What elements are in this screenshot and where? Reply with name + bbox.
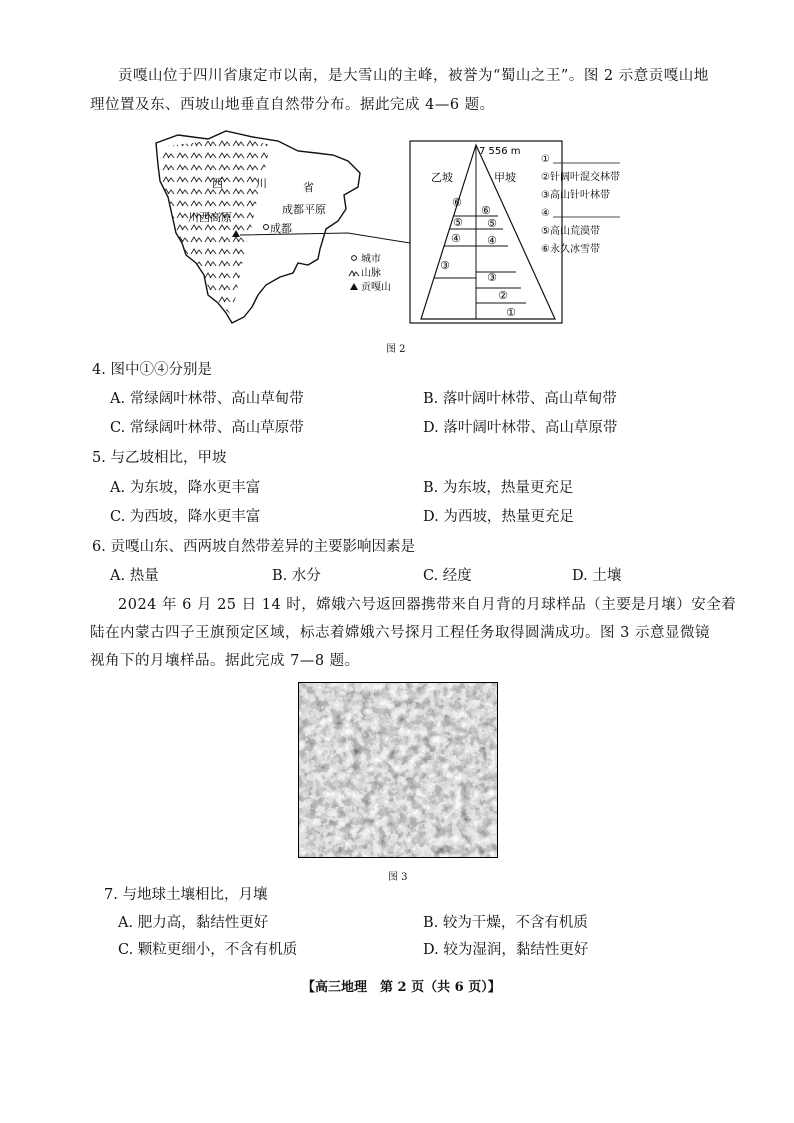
- east-zone-2: ②: [498, 289, 508, 302]
- figure-3-caption: 图 3: [388, 872, 408, 883]
- legend-mountain-icon: [349, 271, 359, 276]
- q4-option-a: A. 常绿阔叶林带、高山草甸带: [110, 391, 304, 407]
- q5-option-c: C. 为西坡，降水更丰富: [110, 509, 261, 525]
- west-zone-5: ⑤: [453, 216, 463, 229]
- map-label-sheng: 省: [303, 181, 314, 194]
- q6-option-c: C. 经度: [423, 568, 472, 584]
- lunar-soil-micrograph: [298, 682, 498, 858]
- map-label-xi: 西: [212, 177, 223, 190]
- east-zone-6: ⑥: [481, 204, 491, 217]
- q4-option-c: C. 常绿阔叶林带、高山草原带: [110, 420, 304, 436]
- q7-stem: 7. 与地球土壤相比，月壤: [104, 887, 268, 903]
- page-footer: 【高三地理 第 2 页（共 6 页）】: [302, 980, 501, 995]
- map-label-plateau: 川西高原: [188, 211, 232, 224]
- q7-option-b: B. 较为干燥，不含有机质: [423, 915, 588, 931]
- peak-height: 7 556 m: [479, 146, 521, 157]
- east-zone-4: ④: [487, 234, 497, 247]
- east-zone-1: ①: [506, 306, 516, 319]
- q4-option-b: B. 落叶阔叶林带、高山草甸带: [423, 391, 617, 407]
- zone-legend-5: ⑤高山荒漠带: [541, 226, 600, 237]
- q6-option-b: B. 水分: [272, 568, 321, 584]
- legend-peak-icon: [350, 283, 358, 290]
- q4-option-d: D. 落叶阔叶林带、高山草原带: [423, 420, 618, 436]
- west-zone-4: ④: [451, 232, 461, 245]
- figure-2: [148, 125, 620, 330]
- east-zone-3: ③: [487, 271, 497, 284]
- q6-option-a: A. 热量: [110, 568, 159, 584]
- east-slope-label: 甲坡: [494, 171, 516, 184]
- intro2-line-3: 视角下的月壤样品。据此完成 7—8 题。: [90, 653, 360, 669]
- figure-2-caption: 图 2: [386, 344, 406, 355]
- q5-stem: 5. 与乙坡相比，甲坡: [92, 450, 227, 466]
- west-slope-label: 乙坡: [431, 171, 453, 184]
- legend-city: 城市: [361, 254, 381, 265]
- east-zone-5: ⑤: [487, 217, 497, 230]
- west-zone-6: ⑥: [452, 196, 462, 209]
- q5-option-d: D. 为西坡，热量更充足: [423, 509, 574, 525]
- map-label-chuan: 川: [256, 177, 267, 190]
- legend-peak: 贡嘎山: [361, 282, 391, 293]
- map-label-city: 成都: [270, 222, 292, 235]
- q6-stem: 6. 贡嘎山东、西两坡自然带差异的主要影响因素是: [92, 539, 415, 555]
- intro2-line-2: 陆在内蒙古四子王旗预定区域，标志着嫦娥六号探月工程任务取得圆满成功。图 3 示意显微镜: [90, 625, 710, 641]
- zone-legend-4: ④: [541, 208, 550, 219]
- q5-option-b: B. 为东坡，热量更充足: [423, 480, 574, 496]
- intro-line-1: 贡嘎山位于四川省康定市以南，是大雪山的主峰，被誉为“蜀山之王”。图 2 示意贡嘎山地: [118, 68, 709, 84]
- zone-legend-1: ①: [541, 154, 550, 165]
- zone-legend-3: ③高山针叶林带: [541, 190, 610, 201]
- legend-mountain: 山脉: [361, 268, 381, 279]
- q7-option-d: D. 较为湿润，黏结性更好: [423, 942, 589, 958]
- west-zone-3: ③: [440, 259, 450, 272]
- intro2-line-1: 2024 年 6 月 25 日 14 时，嫦娥六号返回器携带来自月背的月球样品（主要是月壤）安全着: [118, 597, 737, 613]
- q4-stem: 4. 图中①④分别是: [92, 362, 212, 378]
- map-label-plain: 成都平原: [282, 203, 326, 216]
- intro-line-2: 理位置及东、西坡山地垂直自然带分布。据此完成 4—6 题。: [90, 97, 495, 113]
- zone-legend-2: ②针阔叶混交林带: [541, 172, 620, 183]
- legend-city-icon: [352, 256, 357, 261]
- q7-option-c: C. 颗粒更细小，不含有机质: [118, 942, 298, 958]
- zone-legend-6: ⑥永久冰雪带: [541, 244, 600, 255]
- q5-option-a: A. 为东坡，降水更丰富: [110, 480, 261, 496]
- q7-option-a: A. 肥力高，黏结性更好: [118, 915, 269, 931]
- q6-option-d: D. 土壤: [572, 568, 622, 584]
